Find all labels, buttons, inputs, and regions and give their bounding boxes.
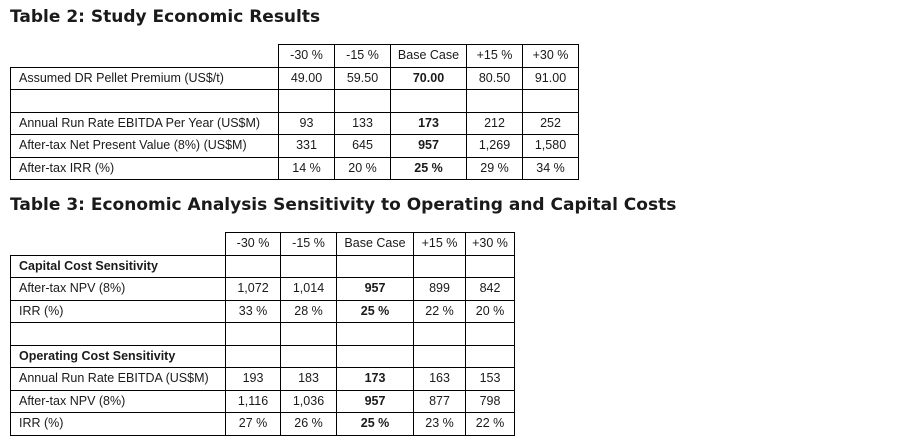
- table-cell: 25 %: [337, 413, 414, 436]
- table-cell: 33 %: [226, 300, 281, 323]
- table-cell: 957: [391, 135, 467, 158]
- row-label: Assumed DR Pellet Premium (US$/t): [11, 67, 279, 90]
- section-row: [11, 345, 515, 368]
- column-header: Base Case: [337, 233, 414, 256]
- table-cell: 26 %: [281, 413, 337, 436]
- table-cell: 14 %: [279, 157, 335, 180]
- row-label: After-tax NPV (8%): [11, 390, 226, 413]
- sensitivity-table: [10, 232, 515, 436]
- table-cell: 899: [414, 278, 466, 301]
- economic-results-table: [10, 44, 579, 180]
- table-cell: 842: [466, 278, 515, 301]
- row-label: After-tax Net Present Value (8%) (US$M): [11, 135, 279, 158]
- table-cell: 29 %: [467, 157, 523, 180]
- corner-cell: [11, 45, 279, 68]
- table-cell: 25 %: [337, 300, 414, 323]
- table-header-row: [11, 45, 579, 68]
- table-cell: 80.50: [467, 67, 523, 90]
- table-cell: 20 %: [335, 157, 391, 180]
- table-cell: [523, 90, 579, 113]
- table-cell: 1,269: [467, 135, 523, 158]
- row-label: Annual Run Rate EBITDA (US$M): [11, 368, 226, 391]
- table-row: [11, 112, 579, 135]
- row-label: After-tax NPV (8%): [11, 278, 226, 301]
- table-cell: 1,014: [281, 278, 337, 301]
- column-header: -30 %: [226, 233, 281, 256]
- table-cell: 20 %: [466, 300, 515, 323]
- table-cell: 22 %: [414, 300, 466, 323]
- table-cell: [279, 90, 335, 113]
- table-cell: 957: [337, 390, 414, 413]
- column-header: -30 %: [279, 45, 335, 68]
- table-cell: 27 %: [226, 413, 281, 436]
- table-cell: 798: [466, 390, 515, 413]
- column-header: +30 %: [523, 45, 579, 68]
- table-row: [11, 278, 515, 301]
- table-cell: 183: [281, 368, 337, 391]
- table-cell: 331: [279, 135, 335, 158]
- table-cell: 252: [523, 112, 579, 135]
- table-row: [11, 90, 579, 113]
- column-header: +30 %: [466, 233, 515, 256]
- table-cell: 133: [335, 112, 391, 135]
- column-header: +15 %: [467, 45, 523, 68]
- table-cell: 93: [279, 112, 335, 135]
- row-label: [11, 90, 279, 113]
- table-cell: 25 %: [391, 157, 467, 180]
- table-cell: 645: [335, 135, 391, 158]
- table-row: [11, 413, 515, 436]
- row-label: IRR (%): [11, 300, 226, 323]
- table-row: [11, 300, 515, 323]
- table-cell: 163: [414, 368, 466, 391]
- table-cell: [335, 90, 391, 113]
- column-header: +15 %: [414, 233, 466, 256]
- corner-cell: [11, 233, 226, 256]
- table-cell: 173: [391, 112, 467, 135]
- table-cell: 59.50: [335, 67, 391, 90]
- table-cell: 173: [337, 368, 414, 391]
- table-cell: 193: [226, 368, 281, 391]
- table-cell: 70.00: [391, 67, 467, 90]
- empty-row: [11, 323, 515, 346]
- table-cell: 153: [466, 368, 515, 391]
- table-row: [11, 135, 579, 158]
- table-cell: 1,036: [281, 390, 337, 413]
- column-header: Base Case: [391, 45, 467, 68]
- column-header: -15 %: [281, 233, 337, 256]
- table-cell: 1,116: [226, 390, 281, 413]
- row-label: After-tax IRR (%): [11, 157, 279, 180]
- table-cell: 1,580: [523, 135, 579, 158]
- table-cell: 91.00: [523, 67, 579, 90]
- table-cell: 1,072: [226, 278, 281, 301]
- table-row: [11, 67, 579, 90]
- section-heading: Capital Cost Sensitivity: [11, 255, 226, 278]
- table-cell: 23 %: [414, 413, 466, 436]
- table-cell: [467, 90, 523, 113]
- column-header: -15 %: [335, 45, 391, 68]
- table-cell: [391, 90, 467, 113]
- section-heading: Operating Cost Sensitivity: [11, 345, 226, 368]
- table-header-row: [11, 233, 515, 256]
- section-row: [11, 255, 515, 278]
- table2-title: Table 2: Study Economic Results: [10, 7, 321, 27]
- table3-title: Table 3: Economic Analysis Sensitivity to Operating and Capital Costs: [10, 195, 677, 215]
- table-row: [11, 157, 579, 180]
- table-cell: 34 %: [523, 157, 579, 180]
- table-cell: 877: [414, 390, 466, 413]
- table-cell: 28 %: [281, 300, 337, 323]
- table-row: [11, 368, 515, 391]
- row-label: Annual Run Rate EBITDA Per Year (US$M): [11, 112, 279, 135]
- table-cell: 212: [467, 112, 523, 135]
- table-row: [11, 390, 515, 413]
- row-label: IRR (%): [11, 413, 226, 436]
- table-cell: 49.00: [279, 67, 335, 90]
- table-cell: 22 %: [466, 413, 515, 436]
- table-cell: 957: [337, 278, 414, 301]
